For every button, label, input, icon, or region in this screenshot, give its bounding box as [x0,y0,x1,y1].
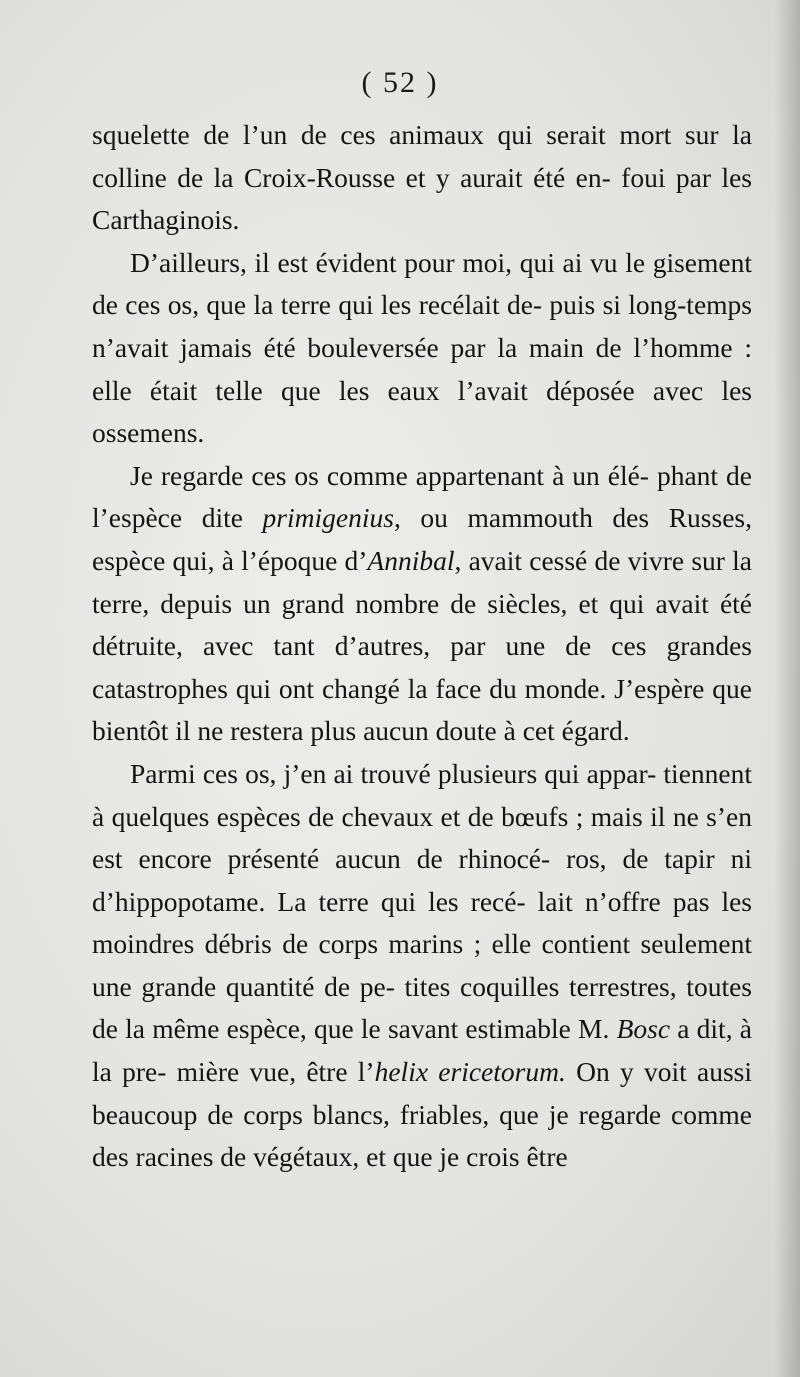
page-edge-shadow [774,0,800,1377]
paragraph [92,455,752,753]
italic-name: Bosc [616,1013,671,1045]
text-run: , ou mammouth des Russes, espèce qui, à l’époque d’ [92,502,752,576]
text-run: D’ailleurs, il est évident pour moi, qui ai vu le gisement de ces os, que la terre qui les recélait de- puis si long-temps n’avait jamais été bouleversée par la main de l’homme : elle était telle que les eaux l’avait déposée avec les ossemens. [92,246,752,449]
paragraph [92,114,752,242]
paragraph [92,753,752,1179]
text-run: squelette de l’un de ces animaux qui serait mort sur la colline de la Croix-Rousse et y aurait été en- foui par les Carthaginois. [92,119,752,236]
paragraph [92,242,752,455]
text-run: , avait cessé de vivre sur la terre, depuis un grand nombre de siècles, et qui avait été détruite, avec tant d’autres, par une de ces grandes catastrophes qui ont changé la face du monde. J’espère que bientôt il ne restera plus aucun doute à cet égard. [92,544,752,747]
italic-term: primigenius [262,502,394,534]
text-run: a dit, à la pre- mière vue, être l’ [92,1013,752,1088]
text-run: Je regarde ces os comme appartenant à un élé- phant de l’espèce dite [92,459,752,534]
page-number: ( 52 ) [361,66,439,99]
text-run: On y voit aussi beaucoup de corps blancs, friables, que je regarde comme des racines de végétaux, et que je crois être [92,1056,753,1173]
body-text [92,114,752,1179]
text-run: Parmi ces os, j’en ai trouvé plusieurs qui appar- tiennent à quelques espèces de chevaux et de bœufs ; mais il ne s’en est encore présenté aucun de rhinocé- ros, de tapir ni d’hippopotame. La terre qui les recé- lait n’offre pas les moindres débris de corps marins ; elle contient seulement une grande quantité de pe- tites coquilles terrestres, toutes de la même espèce, que le savant estimable M. [92,757,752,1045]
italic-name: Annibal [367,544,455,576]
italic-term: helix ericetorum. [374,1056,566,1088]
